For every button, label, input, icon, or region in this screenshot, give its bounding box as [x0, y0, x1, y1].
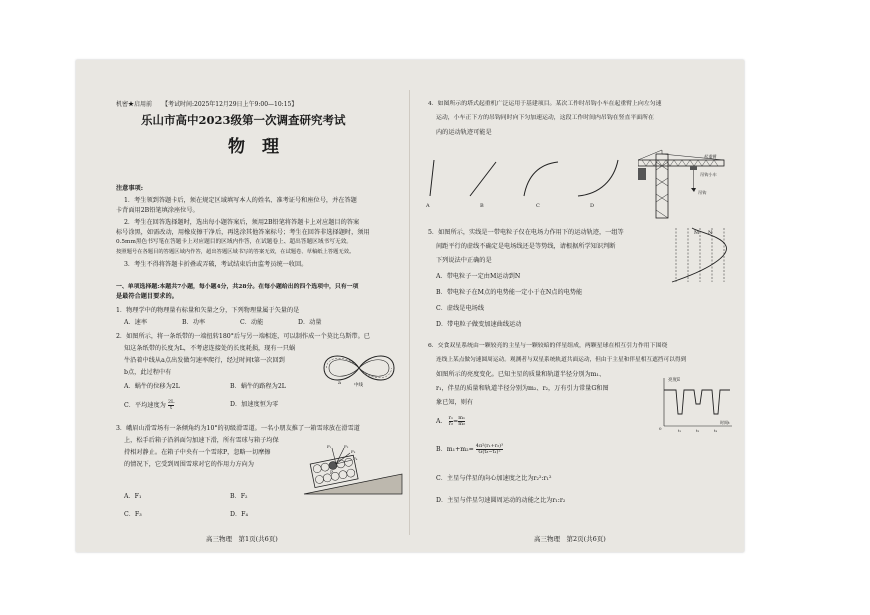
q6-stem: 6．交食双星系统由一颗较亮的主星与一颗较暗的伴星组成，两颗星球在相互引力作用下围绕 [428, 343, 668, 349]
q5-stem: 5．如图所示，实线是一带电粒子仅在电场力作用下的运动轨迹，一组等 [428, 229, 624, 236]
tick-t1: t₁ [678, 428, 682, 433]
fraction-denominator: t [170, 405, 173, 411]
notice-line: 1．考生领到答题卡后，须在规定区域填写本人的姓名、准考证号和座位号，并在答题 [124, 197, 357, 204]
q2-option-c-label: C．平均速度为 [124, 402, 166, 409]
ski-slope-figure [302, 444, 406, 498]
q6-option-a: A． $\frac{\text{r₁}}{\text{r₂}}$ = $\frac{\text{m₁}}{\text{m₂}}$ [436, 415, 465, 427]
q2-stem: 牛沿着中线从a点出发做匀速率爬行，经过时间t第一次回到 [124, 357, 285, 364]
fraction-denominator: m₂ [458, 421, 465, 427]
q3-option-c: C．F₃ [124, 511, 142, 518]
section-title: 一、单项选择题:本题共7小题，每小题4分，共28分。在每小题给出的四个选项中，只有一项 [116, 283, 359, 290]
figure-label-a: a [338, 380, 341, 386]
brightness-curve-figure [656, 374, 736, 434]
q5-option-a: A．带电粒子一定由M运动到N [436, 273, 521, 280]
q6-stem: 如图所示的亮度变化。已知主星的质量和轨道半径分别为m₁、 [436, 371, 606, 378]
q6-option-c: C．主星与伴星的向心加速度之比为r₂²:r₁² [436, 475, 552, 482]
q1-option-b: B．功率 [182, 319, 206, 326]
exam-time: 【考试时间:2025年12月29日上午9:00—10:15】 [162, 101, 298, 108]
trajectory-d [578, 160, 618, 196]
notice-line: 3．考生不得将答题卡折叠或弄破，考试结束后由监考员统一收回。 [124, 261, 308, 268]
q5-stem: 下列说法中正确的是 [436, 257, 492, 264]
fraction [458, 416, 465, 427]
figure-label-midline: 中线 [354, 383, 363, 388]
tick-t3: t₃ [714, 428, 718, 433]
right-page [410, 60, 744, 552]
q5-option-c: C．虚线是电场线 [436, 305, 485, 312]
mobius-strip-figure [318, 348, 400, 388]
boom-label: 起重臂 [704, 154, 717, 159]
exam-sheet [76, 60, 744, 552]
notice-title: 注意事项: [116, 185, 144, 192]
q1-option-a: A．速率 [124, 319, 148, 326]
q3-stem: 上，松手后箱子沿斜面匀加速下滑，所有雪球与箱子均保 [124, 437, 279, 444]
q3-option-d: D．F₄ [230, 511, 248, 518]
q1-option-c: C．动能 [240, 319, 264, 326]
electric-field-figure [668, 224, 734, 286]
tick-t2: t₂ [696, 428, 700, 433]
trajectory-c [524, 162, 558, 196]
q2-option-a: A．蜗牛的位移为2L [124, 383, 180, 390]
q6-stem: r₁，伴星的质量和轨道半径分别为m₂、r₂，万有引力常量G和图 [436, 385, 609, 392]
x-axis-label: 时间t [720, 420, 730, 425]
fraction-numerator: r₁ [448, 415, 454, 421]
trajectory-b [470, 162, 496, 196]
q2-stem: 2．如图所示，将一条纸带的一端扭转180°后与另一端相连，可以制作成一个莫比乌斯带。已 [116, 333, 370, 340]
point-m-label: M [694, 230, 700, 236]
snowball-p-label: P [330, 471, 334, 476]
fraction [449, 416, 453, 427]
fraction-denominator: G(t₃−t₁)² [478, 449, 501, 455]
q3-stem: 持相对静止。在箱子中央有一个雪球P，忽略一切摩擦 [124, 449, 271, 456]
force-label-f2: F₂ [344, 444, 349, 449]
force-label-f4: F₄ [353, 456, 358, 461]
option-d-label: D [590, 203, 595, 209]
q6-stem: 连线上某点做匀速圆周运动。观测者与双星系统轨道共面运动，但由于主星和伴星相互遮挡可以得到 [436, 357, 687, 363]
q2-option-b: B．蜗牛的路程为2L [230, 383, 286, 390]
force-label-f1: F₁ [327, 444, 332, 449]
point-n-label: N [708, 230, 713, 236]
force-label-f3: F₃ [351, 449, 356, 454]
fraction-numerator: 4π²(r₁+r₂)³ [475, 443, 504, 449]
origin-label: 0 [659, 426, 662, 431]
y-axis-label: 亮度E [668, 378, 681, 383]
q4-stem: 运动，小车正下方的吊钩同时向下匀加速运动，这段工作时间内吊钩在竖直平面所在 [436, 115, 654, 121]
notice-line: 0.5mm黑色书写笔在答题卡上对应题目的区域内作答，在试题卷上、超出答题区域书写无效。 [116, 239, 352, 245]
q6-stem: 象已知，则有 [436, 399, 474, 406]
q6-option-b-label: B．m₁+m₂= [436, 446, 474, 453]
left-page [76, 60, 410, 552]
trajectory-options-figure [424, 152, 644, 210]
section-title-cont: 是最符合题目要求的。 [116, 293, 178, 300]
q6-option-a-label: A． [436, 418, 447, 425]
hook-label: 吊钩 [698, 190, 707, 195]
q2-option-c [124, 400, 174, 411]
option-c-label: C [536, 203, 540, 209]
fraction-denominator: r₂ [448, 421, 454, 427]
q4-stem: 内的运动轨迹可能是 [436, 129, 492, 136]
fraction [168, 400, 175, 411]
q5-option-b: B．带电粒子在M点的电势能一定小于在N点的电势能 [436, 289, 583, 296]
q2-option-d: D．加速度恒为零 [230, 401, 279, 408]
q6-option-b [436, 444, 503, 455]
trolley-label: 吊钩小车 [700, 172, 717, 177]
confidential-label: 机密★启用前 [116, 101, 153, 108]
q1-stem: 1．物理学中的物理量有标量和矢量之分，下列物理量属于矢量的是 [116, 307, 300, 314]
fraction [476, 444, 503, 455]
q5-stem: 间距平行的虚线不确定是电场线还是等势线，请根据所学知识判断 [436, 243, 616, 250]
option-a-label: A [426, 203, 430, 209]
q4-stem: 4．如图所示的塔式起重机广泛运用于基建项目。某次工作时吊钩小车在起重臂上向左匀速 [428, 101, 662, 107]
notice-line: 按照题号在各题目的答题区域内作答，超出答题区域书写的答案无效，在试题卷、草稿纸上答题无效。 [116, 249, 355, 255]
fraction-numerator: m₁ [458, 415, 465, 421]
q5-option-d: D．带电粒子做变加速曲线运动 [436, 321, 522, 328]
q3-stem: 的情况下，它受到周围雪球对它的作用力方向为 [124, 461, 254, 468]
q3-stem: 3．峨眉山滑雪场有一条倾角约为10°的初级滑雪道。一名小朋友推了一箱雪球放在滑雪道 [116, 425, 360, 432]
q1-option-d: D．动量 [298, 319, 322, 326]
slope [304, 474, 402, 494]
trajectory-a [430, 160, 434, 196]
q6-option-d: D．主星与伴星匀速圆周运动的动能之比为r₁:r₂ [436, 497, 566, 504]
footer-left: 高三物理 第1页(共6页) [206, 535, 278, 543]
notice-line: 卡背面用2B铅笔填涂座位号。 [116, 207, 199, 214]
footer-right: 高三物理 第2页(共6页) [534, 535, 606, 543]
tower-crane-figure [638, 148, 740, 220]
notice-line: 标号涂黑，如需改动，用橡皮擦干净后，再选涂其他答案标号；考生在回答非选择题时，须用 [116, 229, 370, 236]
q2-stem: 知这条纸带的长度为L，不考虑连接处的长度耗损，现有一只蜗 [124, 345, 296, 352]
fraction-numerator: 2L [167, 399, 175, 405]
q3-option-a: A．F₁ [124, 493, 142, 500]
subject-title: 物 理 [228, 137, 279, 157]
notice-line: 2．考生在回答选择题时，选出每小题答案后，须用2B铅笔将答题卡上对应题目的答案 [124, 219, 360, 226]
exam-title: 乐山市高中2023级第一次调查研究考试 [141, 113, 346, 127]
option-b-label: B [480, 203, 484, 209]
q3-option-b: B．F₂ [230, 493, 248, 500]
q2-stem: b点，此过程中有 [124, 369, 172, 376]
